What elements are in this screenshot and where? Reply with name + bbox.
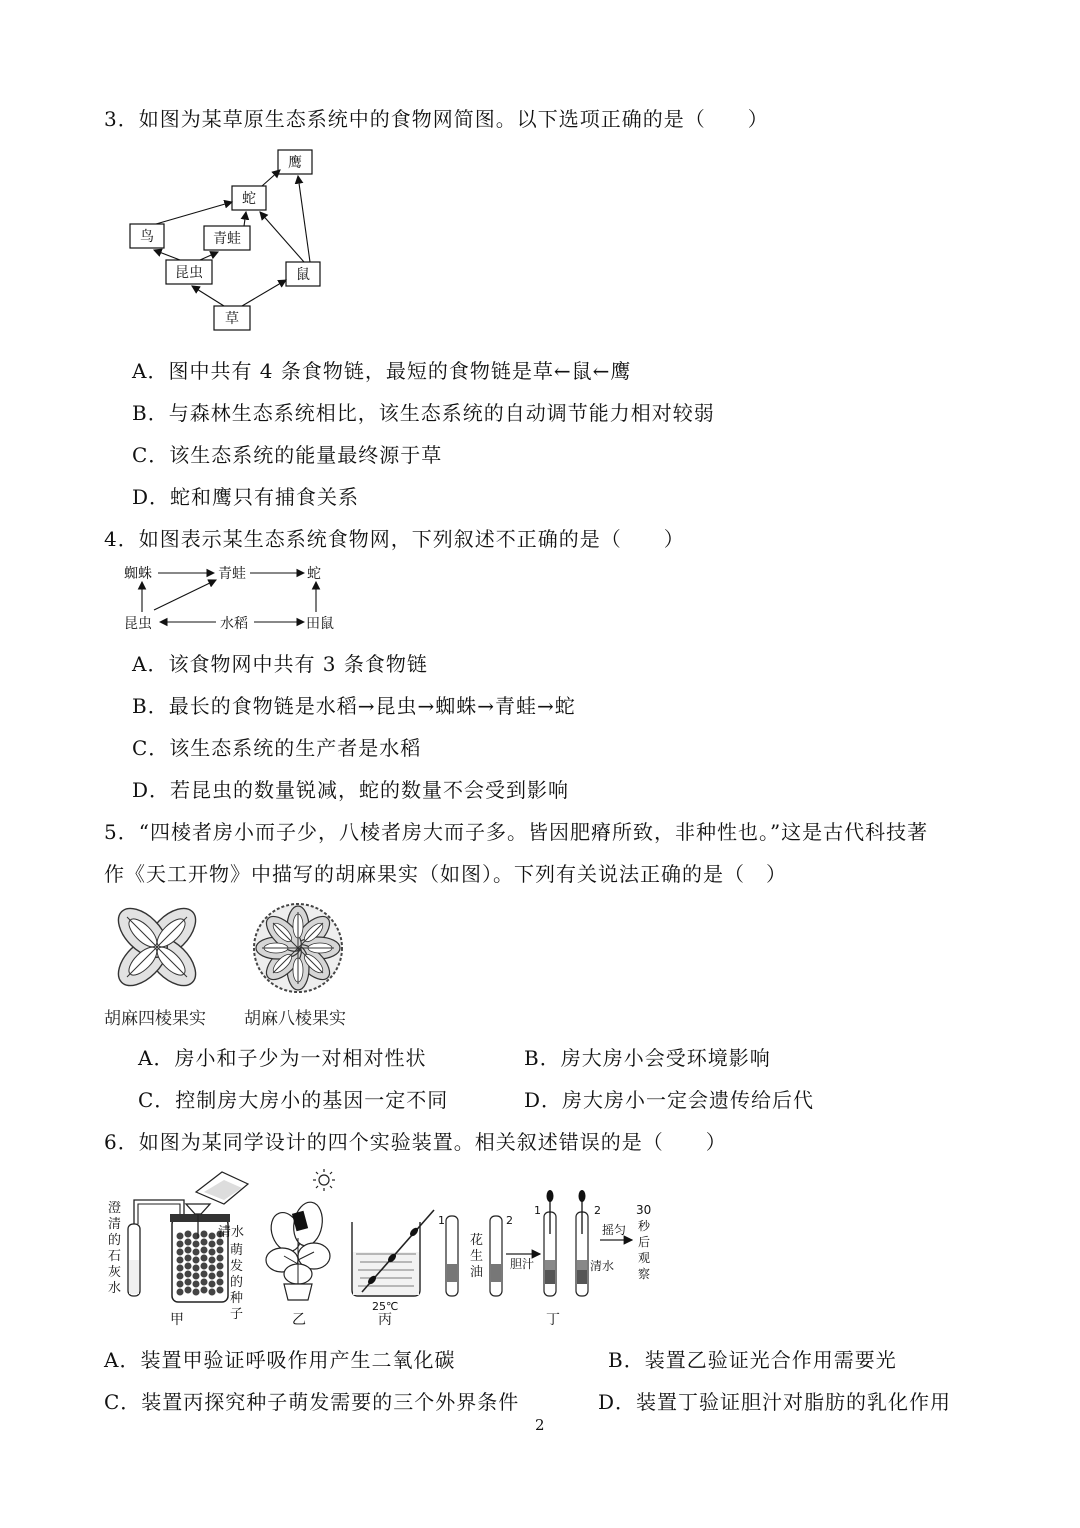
label-seeds-4: 种 [230, 1291, 244, 1306]
node-mouse: 鼠 [296, 267, 310, 283]
label-limewater-5: 灰 [108, 1265, 122, 1280]
label-limewater-4: 石 [108, 1249, 122, 1264]
page-number: 2 [535, 1416, 545, 1434]
q6-option-c[interactable]: C．装置丙探究种子萌发需要的三个外界条件 [104, 1390, 520, 1414]
label-observe-3: 后 [638, 1235, 651, 1249]
q5-stem-line1: 5．“四棱者房小而子少，八棱者房大而子多。皆因肥瘠所致，非种性也。”这是古代科技著 [104, 820, 929, 844]
q5-option-a[interactable]: A．房小和子少为一对相对性状 [138, 1046, 427, 1070]
q3-option-b[interactable]: B．与森林生态系统相比，该生态系统的自动调节能力相对较弱 [132, 401, 715, 425]
node-insect-q4: 昆虫 [124, 616, 152, 632]
label-tube-1-right: 1 [534, 1204, 541, 1217]
q6-stem: 6．如图为某同学设计的四个实验装置。相关叙述错误的是（ ） [104, 1130, 727, 1154]
label-seeds-2: 发 [230, 1259, 244, 1274]
q5-option-c[interactable]: C．控制房大房小的基因一定不同 [138, 1088, 449, 1112]
label-clearwater: 清水 [218, 1225, 245, 1240]
q6-option-b[interactable]: B．装置乙验证光合作用需要光 [608, 1348, 897, 1372]
node-snake-q4: 蛇 [307, 566, 321, 582]
label-observe-4: 观 [638, 1251, 651, 1265]
q5-option-b[interactable]: B．房大房小会受环境影响 [524, 1046, 771, 1070]
q6-option-d[interactable]: D．装置丁验证胆汁对脂肪的乳化作用 [598, 1390, 952, 1414]
label-observe-1: 30 [636, 1203, 652, 1217]
node-rice: 水稻 [220, 616, 248, 632]
label-limewater-2: 清 [108, 1217, 122, 1232]
label-tube-2-right: 2 [594, 1204, 601, 1217]
label-limewater-3: 的 [108, 1233, 122, 1248]
four-ridge-fruit-image [108, 898, 206, 996]
q3-option-d[interactable]: D．蛇和鹰只有捕食关系 [132, 485, 360, 509]
eight-ridge-fruit-image [250, 900, 346, 996]
q6-experiment-diagram [100, 1164, 660, 1334]
node-eagle: 鹰 [288, 155, 302, 171]
apparatus-ding [438, 1190, 651, 1328]
q6-option-a[interactable]: A．装置甲验证呼吸作用产生二氧化碳 [104, 1348, 456, 1372]
sun-icon [313, 1169, 335, 1191]
label-bile: 胆汁 [510, 1257, 535, 1271]
label-shake: 摇匀 [602, 1223, 627, 1237]
label-oil-3: 油 [470, 1265, 484, 1280]
q4-option-d[interactable]: D．若昆虫的数量锐减，蛇的数量不会受到影响 [132, 778, 570, 802]
node-bird: 鸟 [140, 229, 154, 245]
node-frog: 青蛙 [213, 231, 241, 247]
caption-eight-ridge: 胡麻八棱果实 [244, 1009, 346, 1029]
label-yi: 乙 [292, 1312, 306, 1328]
q3-option-c[interactable]: C．该生态系统的能量最终源于草 [132, 443, 443, 467]
apparatus-bing [352, 1210, 434, 1328]
label-temperature: 25℃ [372, 1300, 399, 1313]
label-seeds-3: 的 [230, 1275, 244, 1290]
label-oil-1: 花 [470, 1233, 484, 1248]
q3-food-web-diagram [120, 140, 340, 340]
q3-option-a[interactable]: A．图中共有 4 条食物链，最短的食物链是草←鼠←鹰 [132, 359, 632, 383]
apparatus-yi [266, 1169, 335, 1328]
label-bing: 丙 [378, 1312, 392, 1328]
q3-stem: 3．如图为某草原生态系统中的食物网简图。以下选项正确的是（ ） [104, 107, 769, 131]
label-observe-5: 察 [638, 1267, 651, 1281]
node-spider: 蜘蛛 [124, 566, 152, 582]
node-insect: 昆虫 [175, 265, 203, 281]
q4-option-a[interactable]: A．该食物网中共有 3 条食物链 [132, 652, 428, 676]
label-ding: 丁 [546, 1312, 560, 1328]
node-grass: 草 [225, 311, 239, 327]
node-frog-q4: 青蛙 [218, 566, 246, 582]
caption-four-ridge: 胡麻四棱果实 [104, 1009, 206, 1029]
q5-option-d[interactable]: D．房大房小一定会遗传给后代 [524, 1088, 815, 1112]
apparatus-jia [108, 1172, 248, 1328]
label-limewater-6: 水 [108, 1281, 122, 1296]
label-seeds-1: 萌 [230, 1243, 244, 1258]
q4-option-b[interactable]: B．最长的食物链是水稻→昆虫→蜘蛛→青蛙→蛇 [132, 694, 576, 718]
label-limewater-1: 澄 [108, 1201, 122, 1216]
label-water-ding: 清水 [590, 1259, 615, 1273]
label-jia: 甲 [170, 1312, 184, 1328]
node-snake: 蛇 [242, 191, 256, 207]
label-tube-2-left: 2 [506, 1214, 513, 1227]
label-seeds-5: 子 [230, 1307, 244, 1322]
q5-stem-line2: 作《天工开物》中描写的胡麻果实（如图）。下列有关说法正确的是（ ） [104, 862, 787, 886]
node-fieldmouse: 田鼠 [306, 616, 334, 632]
label-tube-1-left: 1 [438, 1214, 445, 1227]
label-oil-2: 生 [470, 1249, 484, 1264]
label-observe-2: 秒 [638, 1219, 651, 1233]
q4-stem: 4．如图表示某生态系统食物网，下列叙述不正确的是（ ） [104, 527, 685, 551]
q4-option-c[interactable]: C．该生态系统的生产者是水稻 [132, 736, 422, 760]
q4-food-web-diagram [120, 558, 350, 638]
